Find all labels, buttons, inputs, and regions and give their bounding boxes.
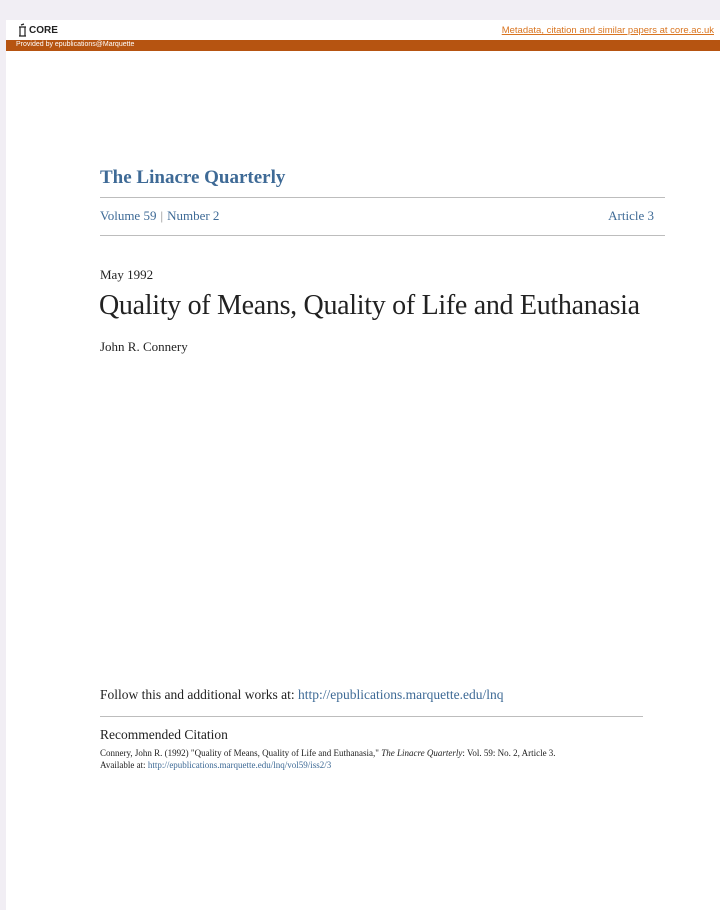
core-metadata-link[interactable]: Metadata, citation and similar papers at core.ac.uk <box>501 25 714 36</box>
publication-date: May 1992 <box>100 267 154 282</box>
citation-journal: The Linacre Quarterly <box>381 748 463 758</box>
volume-separator: | <box>160 208 164 223</box>
divider-volume <box>100 235 665 236</box>
follow-url-link[interactable]: http://epublications.marquette.edu/lnq <box>298 687 504 702</box>
citation-prefix: Connery, John R. (1992) "Quality of Means, Quality of Life and Euthanasia," <box>100 748 379 758</box>
paper-author: John R. Connery <box>100 339 188 354</box>
citation-suffix: : Vol. 59: No. 2, Article 3. <box>462 748 556 758</box>
recommended-citation-heading: Recommended Citation <box>100 727 228 742</box>
follow-line <box>100 687 503 703</box>
document-page <box>6 20 720 910</box>
core-logo[interactable] <box>18 22 58 38</box>
citation-text <box>100 747 556 771</box>
available-url-link[interactable]: http://epublications.marquette.edu/lnq/vol59/iss2/3 <box>147 760 332 770</box>
provider-band <box>6 40 720 51</box>
number-link[interactable]: Number 2 <box>167 208 220 223</box>
provider-text: Provided by epublications@Marquette <box>16 41 135 48</box>
citation-line <box>100 747 556 759</box>
core-header <box>6 20 720 40</box>
core-logo-text: CORE <box>29 24 58 36</box>
volume-link[interactable]: Volume 59 <box>100 208 157 223</box>
volume-line <box>100 208 654 224</box>
divider-footer <box>100 716 643 717</box>
paper-title: Quality of Means, Quality of Life and Euthanasia <box>99 290 640 321</box>
divider-top <box>100 197 665 198</box>
journal-title[interactable]: The Linacre Quarterly <box>100 167 286 188</box>
core-logo-icon <box>18 23 27 37</box>
available-label: Available at: <box>100 760 146 770</box>
article-link[interactable]: Article 3 <box>608 208 654 223</box>
available-line <box>100 759 556 771</box>
follow-label: Follow this and additional works at: <box>100 687 295 702</box>
